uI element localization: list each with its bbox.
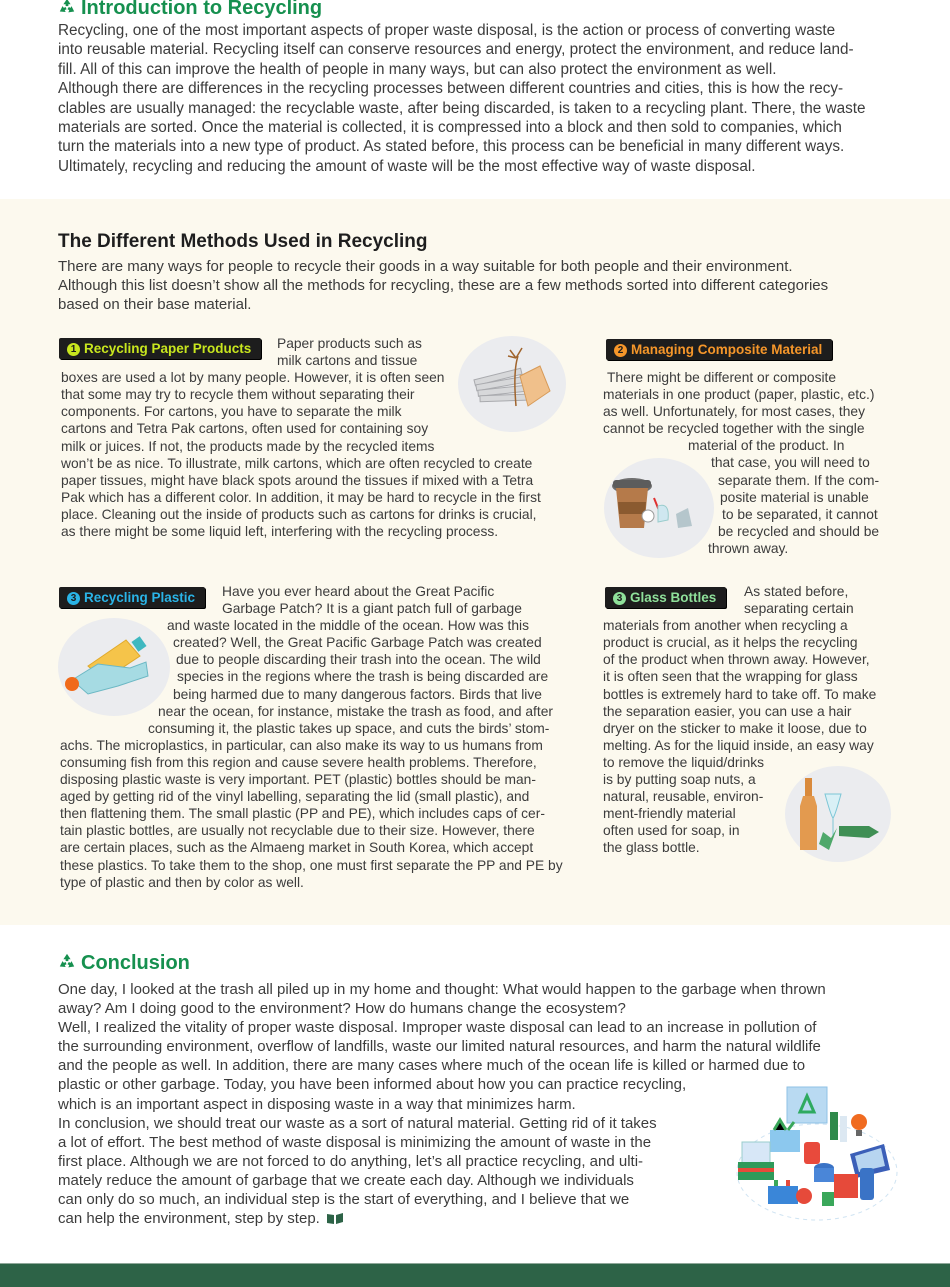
text-line: plastic or other garbage. Today, you have been informed about how you can practice recycling, (58, 1076, 687, 1094)
text-line: materials in one product (paper, plastic, etc.) (603, 387, 875, 403)
text-line: thrown away. (708, 540, 789, 556)
text-line: There are many ways for people to recycle their goods in a way suitable for both people and their environment. (58, 258, 793, 275)
text-line: of the product when thrown away. However, (603, 652, 870, 668)
intro-heading (58, 0, 322, 22)
text-line: can only do so much, an individual step is the start of everything, and I believe that we (58, 1191, 630, 1209)
text-line: that case, you will need to (711, 455, 870, 471)
text-line: separate them. If the com- (718, 472, 880, 488)
text-line: aged by getting rid of the vinyl labelling, separating the lid (small plastic), and (60, 789, 530, 805)
text-line: into reusable material. Recycling itself can conserve resources and energy, protect the environment, and reduce land- (58, 41, 854, 59)
footer-bar (0, 1263, 950, 1287)
plastic-text (60, 583, 563, 891)
text-line: turn the materials into a new type of product. As stated before, this process can be beneficial in many different ways. (58, 138, 845, 156)
methods-intro (58, 257, 893, 314)
text-line: Garbage Patch? It is a giant patch full of garbage (222, 601, 522, 617)
number-two-icon: 2 (614, 344, 627, 357)
text-line: as well. Unfortunately, for most cases, they (603, 404, 865, 420)
text-line: natural, reusable, environ- (603, 789, 764, 805)
text-line: cartons and Tetra Pak cartons, often used for containing soy (61, 421, 429, 437)
text-line: the surrounding environment, overflow of landfills, waste our limited natural resources, and harm the natural wildlife (58, 1038, 821, 1056)
text-line: cannot be recycled together with the single (603, 421, 865, 437)
text-line: the glass bottle. (603, 840, 700, 856)
text-line: first place. Although we are not forced to do anything, let’s all practice recycling, and ulti- (58, 1152, 644, 1170)
text-line: separating certain (744, 601, 854, 617)
text-line: it is often seen that the wrapping for glass (603, 669, 858, 685)
text-line: paper tissues, might have black spots around the tissues if mixed with a Tetra (61, 472, 534, 488)
text-line-last (58, 1209, 826, 1229)
text-line: away? Am I doing good to the environment? How do humans change the ecosystem? (58, 1000, 626, 1018)
text-line: being harmed due to many dangerous factors. Birds that live (173, 686, 542, 702)
text-line: product is crucial, as it helps the recycling (603, 635, 858, 651)
number-three-icon: 3 (67, 592, 80, 605)
text-line: One day, I looked at the trash all piled up in my home and thought: What would happen to the garbage when thrown (58, 981, 826, 998)
text-line: consuming fish from this region and cause severe health problems. Therefore, (60, 754, 537, 770)
text-line: be recycled and should be (718, 523, 880, 539)
text-line: these plastics. To take them to the shop, one must first separate the PP and PE by (60, 857, 563, 873)
text-line: based on their base material. (58, 296, 252, 313)
glass-text (603, 583, 876, 857)
text-line: to remove the liquid/drinks (603, 754, 765, 770)
text-line: Well, I realized the vitality of proper waste disposal. Improper waste disposal can lead to an increase in pollution of (58, 1019, 817, 1037)
text-line: melting. As for the liquid inside, an easy way (603, 737, 874, 753)
conclusion-heading (58, 952, 190, 977)
text-line: milk cartons and tissue (277, 353, 418, 369)
text-line: Have you ever heard about the Great Pacific (222, 584, 495, 599)
text-line: the separation easier, you can use a hair (603, 703, 852, 719)
text-line: type of plastic and then by color as well. (60, 874, 304, 890)
text-line: and waste located in the middle of the ocean. How was this (167, 618, 529, 634)
text-line: Ultimately, recycling and reducing the amount of waste will be the most effective way of waste disposal. (58, 157, 756, 175)
text-line: achs. The microplastics, in particular, can also make its way to us humans from (60, 737, 543, 753)
text-line: dryer on the sticker to make it loose, due to (603, 720, 867, 736)
text-line: place. Cleaning out the inside of products such as cartons for drinks is crucial, (61, 506, 537, 522)
text-line: Paper products such as (277, 336, 422, 351)
text-line: bottles is extremely hard to take off. To make (603, 686, 877, 702)
book-icon (327, 1210, 343, 1229)
text-line: Pak which has a different color. In addition, it may be hard to recycle in the first (61, 489, 541, 505)
text-line: near the ocean, for instance, mistake the trash as food, and after (158, 703, 553, 719)
recycle-icon (58, 0, 76, 22)
text-line: milk or juices. If not, the products made by the recycled items (61, 438, 435, 454)
text-line: species in the regions where the trash is being discarded are (177, 669, 549, 685)
conclusion-paragraph (58, 980, 826, 1229)
methods-title: The Different Methods Used in Recycling (58, 231, 428, 252)
text-line: due to people discarding their trash into the ocean. The wild (176, 652, 541, 668)
text-line: then flattening them. The small plastic (PP and PE), which includes caps of cer- (60, 806, 545, 822)
text-line: created? Well, the Great Pacific Garbage Patch was created (173, 635, 542, 651)
text-line: is by putting soap nuts, a (603, 772, 756, 788)
composite-label: Managing Composite Material (631, 342, 823, 357)
text-line: tain plastic bottles, are usually not recyclable due to their size. However, there (60, 823, 535, 839)
text-line: as there might be some liquid left, interfering with the recycling process. (61, 524, 499, 540)
text-line: materials from another when recycling a (603, 618, 848, 634)
text-line: boxes are used a lot by many people. However, it is often seen (61, 370, 445, 386)
intro-paragraph (58, 21, 893, 176)
text-line: often used for soap, in (603, 823, 740, 839)
text-line: won’t be as nice. To illustrate, milk cartons, which are often recycled to create (61, 455, 533, 471)
glass-label: Glass Bottles (630, 590, 717, 605)
text-line: Although there are differences in the recycling processes between different countries and cities, this is how the recy- (58, 80, 844, 98)
text-line: posite material is unable (720, 489, 869, 505)
number-three-icon: 3 (613, 592, 626, 605)
text-line: to be separated, it cannot (722, 506, 878, 522)
plastic-label: Recycling Plastic (84, 590, 196, 605)
composite-badge (606, 339, 832, 360)
text-line: ment-friendly material (603, 806, 736, 822)
text-line: are certain places, such as the Almaeng market in South Korea, which accept (60, 840, 534, 856)
text-line: can help the environment, step by step. (58, 1210, 320, 1228)
number-one-icon: 1 (67, 343, 80, 356)
text-line: As stated before, (744, 584, 849, 599)
text-line: There might be different or composite (607, 370, 837, 385)
text-line: consuming it, the plastic takes up space, and cuts the birds’ stom- (148, 720, 550, 736)
text-line: In conclusion, we should treat our waste as a sort of natural material. Getting rid of it takes (58, 1114, 657, 1132)
text-line: materials are sorted. Once the material is collected, it is compressed into a block and then sold to companies, which (58, 119, 842, 137)
text-line: disposing plastic waste is very important. PET (plastic) bottles should be man- (60, 772, 536, 788)
text-line: and the people as well. In addition, there are many cases where much of the ocean life is killed or harmed due to (58, 1057, 806, 1075)
text-line: which is an important aspect in disposing waste in a way that minimizes harm. (58, 1095, 576, 1113)
intro-title: Introduction to Recycling (81, 0, 323, 19)
text-line: material of the product. In (688, 438, 845, 454)
text-line: Although this list doesn’t show all the methods for recycling, these are a few methods sorted into different categories (58, 277, 829, 294)
text-line: components. For cartons, you have to separate the milk (61, 404, 402, 420)
paper-text (61, 335, 541, 540)
conclusion-title: Conclusion (81, 952, 190, 974)
text-line: mately reduce the amount of garbage that we create each day. Although we individuals (58, 1171, 634, 1189)
text-line: fill. All of this can improve the health of people in many ways, but can also protect the environment as well. (58, 60, 777, 78)
composite-text (603, 369, 879, 557)
paper-label: Recycling Paper Products (84, 341, 252, 356)
text-line: that some may try to recycle them without separating their (61, 387, 415, 403)
text-line: a lot of effort. The best method of waste disposal is minimizing the amount of waste in the (58, 1133, 652, 1151)
text-line: Recycling, one of the most important aspects of proper waste disposal, is the action or process of converting waste (58, 22, 836, 39)
recycle-icon (58, 953, 76, 977)
text-line: clables are usually managed: the recyclable waste, after being discarded, is taken to a recycling plant. There, the waste (58, 99, 866, 117)
